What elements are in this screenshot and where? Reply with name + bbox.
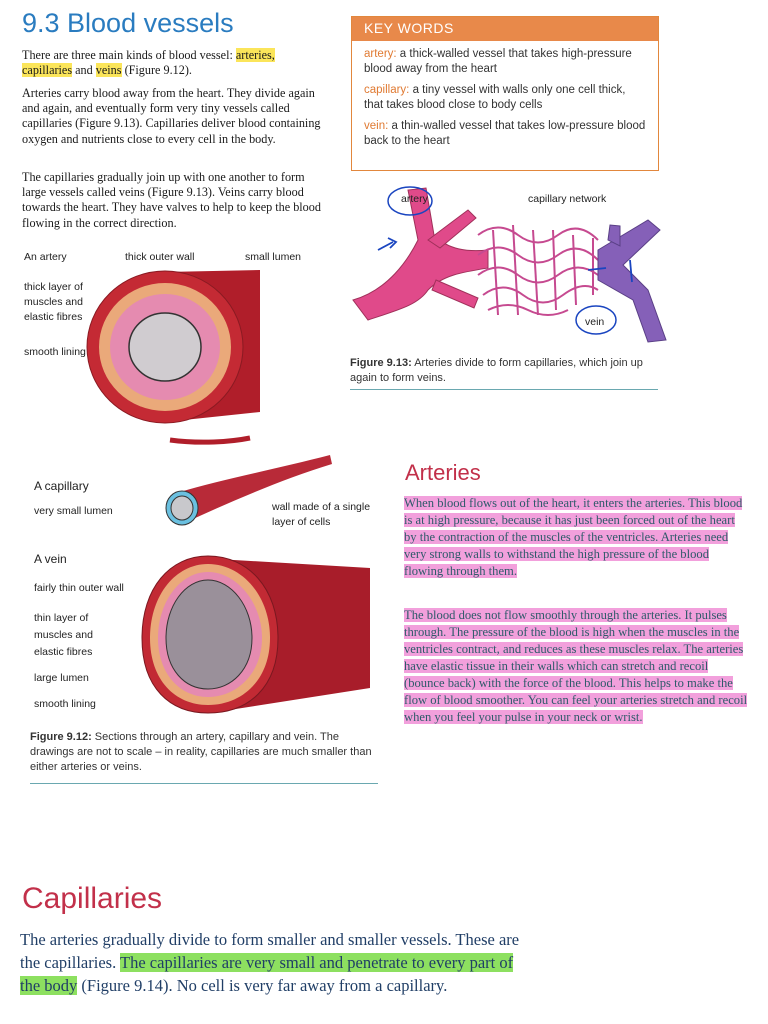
page-title: 9.3 Blood vessels xyxy=(22,8,234,38)
label-small-lumen: small lumen xyxy=(245,251,302,263)
label-fairly-thin-outer-wall: fairly thin outer wall xyxy=(34,582,124,594)
capillary-title: A capillary xyxy=(34,479,89,493)
caption-text: Sections through an artery, capillary and vein. The drawings are not to scale – in reality, capillaries are much smaller than either arteries or veins. xyxy=(30,731,372,773)
caption-text: Arteries divide to form capillaries, which join up again to form veins. xyxy=(350,357,643,384)
intro-text: There are three main kinds of blood vessel: xyxy=(22,48,236,62)
artery-lumen xyxy=(129,313,201,381)
caption-label: Figure 9.13: xyxy=(350,357,412,369)
keyword-artery xyxy=(352,47,658,77)
artery-cross-section xyxy=(80,262,260,447)
divider xyxy=(350,389,658,390)
figure-913-caption xyxy=(350,356,660,386)
label-artery: artery xyxy=(401,193,428,205)
keyword-definition: a thick-walled vessel that takes high-pressure blood away from the heart xyxy=(364,48,632,75)
label-very-small-lumen: very small lumen xyxy=(34,505,113,517)
label-thick-layer: thick layer of muscles and elastic fibres xyxy=(24,281,83,323)
artery-branch xyxy=(428,210,476,248)
artery-title: An artery xyxy=(24,251,67,263)
capillaries-paragraph xyxy=(20,928,520,997)
term-capillaries: capillaries xyxy=(22,63,73,78)
key-words-box xyxy=(351,16,659,171)
label-vein-smooth-lining: smooth lining xyxy=(34,698,96,710)
figure-912-caption xyxy=(30,730,385,775)
artery-edge xyxy=(170,438,250,442)
label-vein: vein xyxy=(585,316,605,328)
keyword-definition: a tiny vessel with walls only one cell thick, that takes blood close to body cells xyxy=(364,84,626,111)
intro-text: (Figure 9.12). xyxy=(121,63,192,78)
label-smooth-lining: smooth lining xyxy=(24,346,86,358)
arteries-heading: Arteries xyxy=(405,460,481,485)
label-thick-outer-wall: thick outer wall xyxy=(125,251,195,263)
vein-cross-section xyxy=(130,548,370,718)
intro-text: and xyxy=(72,63,96,78)
highlighted-text: The capillaries are very small and penetrate to every part of the body xyxy=(20,953,514,995)
label-thin-layer: thin layer of muscles and elastic fibres xyxy=(34,612,93,658)
intro-paragraph-1 xyxy=(22,48,322,78)
capillary-lumen xyxy=(171,496,193,520)
arteries-paragraph-2 xyxy=(404,607,749,726)
label-capillary-network: capillary network xyxy=(528,193,607,205)
highlighted-text: When blood flows out of the heart, it enters the arteries. This blood is at high pressure, because it has just been forced out of the heart by the contraction of the muscles of the ventricles. Arteries need very strong walls to withstand the high pressure of the blood flowing through them. xyxy=(404,496,743,578)
keyword-definition: a thin-walled vessel that takes low-pressure blood back to the heart xyxy=(364,120,646,147)
keyword-term: vein: xyxy=(364,120,389,132)
highlighted-text: The blood does not flow smoothly through the arteries. It pulses through. The pressure of the blood is high when the muscles in the ventricles contract, and reduces as these muscles relax. The arteries have elastic tissue in their walls which can stretch and recoil (bounce back) with the force of the blood. This helps to make the flow of blood smoother. You can feel your arteries stretch and recoil when you feel your pulse in your neck or wrist. xyxy=(404,608,748,724)
vein-title: A vein xyxy=(34,552,67,566)
arteries-paragraph-1 xyxy=(404,495,749,580)
capillary-network-diagram xyxy=(348,180,668,350)
keyword-capillary xyxy=(352,83,658,113)
label-single-layer-wall: wall made of a single layer of cells xyxy=(272,501,371,528)
intro-paragraph-3: The capillaries gradually join up with one another to form large vessels called veins (Figure 9.13). Veins carry blood towards the heart. They have valves to help to keep the blood flowing in the correct direction. xyxy=(22,170,321,230)
key-words-heading: KEY WORDS xyxy=(352,17,658,41)
capillaries-text: The arteries gradually divide to form smaller and smaller vessels. These are the capillaries. xyxy=(20,930,520,972)
label-large-lumen: large lumen xyxy=(34,672,89,684)
keyword-vein xyxy=(352,119,658,149)
divider xyxy=(30,783,378,784)
term-arteries: arteries, xyxy=(235,48,275,62)
caption-label: Figure 9.12: xyxy=(30,731,92,743)
arrow-icon xyxy=(378,238,396,250)
intro-paragraph-2: Arteries carry blood away from the heart. They divide again and again, and eventually form very tiny vessels called capillaries (Figure 9.13). Capillaries deliver blood containing oxygen and nutrients close to every cell in the body. xyxy=(22,86,321,146)
artery-branch xyxy=(432,280,478,308)
keyword-term: capillary: xyxy=(364,84,410,96)
keyword-term: artery: xyxy=(364,48,397,60)
capillaries-heading: Capillaries xyxy=(22,882,163,915)
capillaries-text: (Figure 9.14). No cell is very far away from a capillary. xyxy=(77,976,448,995)
capillary-mesh xyxy=(478,225,598,315)
term-veins: veins xyxy=(95,63,122,78)
